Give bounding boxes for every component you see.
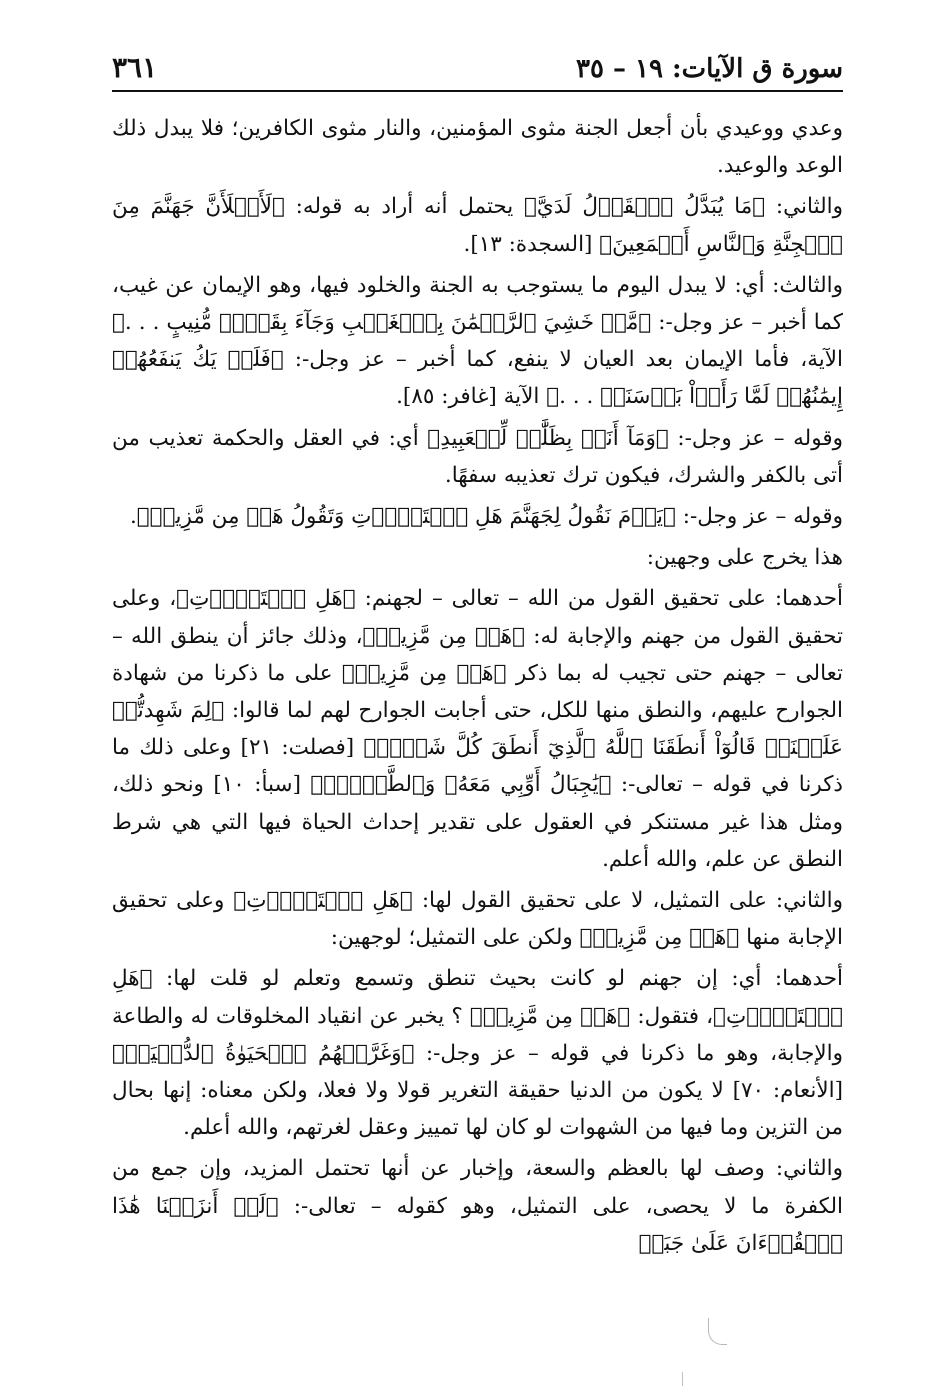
running-head <box>112 0 843 92</box>
paragraph-3: والثالث: أي: لا يبدل اليوم ما يستوجب به الجنة والخلود فيها، وهو الإيمان عن غيب، كما أخبر – عز وجل-: ﴿مَّنۡ خَشِيَ ٱلرَّحۡمَٰنَ بِٱلۡغَيۡبِ وَجَآءَ بِقَلۡبٖ مُّنِيبٍ . . .﴾ الآية، فأما الإيمان بعد العيان لا ينفع، كما أخبر – عز وجل-: ﴿فَلَمۡ يَكُ يَنفَعُهُمۡ إِيمَٰنُهُمۡ لَمَّا رَأَوۡاْ بَأۡسَنَاۖ . . .﴾ الآية [غافر: ٨٥]. <box>112 272 843 410</box>
paragraph-8: والثاني: على التمثيل، لا على تحقيق القول لها: ﴿هَلِ ٱمۡتَلَأۡتِ﴾ وعلى تحقيق الإجابة منها ﴿هَلۡ مِن مَّزِيدٖ﴾ ولكن على التمثيل؛ لوجهين: <box>112 888 843 951</box>
paragraph-6: هذا يخرج على وجهين: <box>646 545 843 571</box>
paragraph-9: أحدهما: أي: إن جهنم لو كانت بحيث تنطق وتسمع وتعلم لو قلت لها: ﴿هَلِ ٱمۡتَلَأۡتِ﴾، فتقول: ﴿هَلۡ مِن مَّزِيدٖ﴾ ؟ يخبر عن انقياد المخلوقات له والطاعة والإجابة، وهو ما ذكرنا في قوله – عز وجل-: ﴿وَغَرَّتۡهُمُ ٱلۡحَيَوٰةُ ٱلدُّنۡيَاۚ﴾ [الأنعام: ٧٠] لا يكون من الدنيا حقيقة التغرير قولا ولا فعلا، ولكن معناه: إنها بحال من التزين وما فيها من الشهوات لو كان لها تمييز وعقل لغرتهم، والله أعلم. <box>112 966 844 1141</box>
paragraph-7: أحدهما: على تحقيق القول من الله – تعالى – لجهنم: ﴿هَلِ ٱمۡتَلَأۡتِ﴾، وعلى تحقيق القول من جهنم والإجابة له: ﴿هَلۡ مِن مَّزِيدٖ﴾، وذلك جائز أن ينطق الله – تعالى – جهنم حتى تجيب له بما ذكر ﴿هَلۡ مِن مَّزِيدٖ﴾ على ما ذكرنا من شهادة الجوارح عليهم، والنطق منها للكل، حتى أجابت الجوارح لهم لما قالوا: ﴿لِمَ شَهِدتُّمۡ عَلَيۡنَاۖ قَالُوٓاْ أَنطَقَنَا ٱللَّهُ ٱلَّذِيٓ أَنطَقَ كُلَّ شَيۡءٖ﴾ [فصلت: ٢١] وعلى ذلك ما ذكرنا في قوله – تعالى-: ﴿يَٰجِبَالُ أَوِّبِي مَعَهُۥ وَٱلطَّيۡرَۖ﴾ [سبأ: ١٠] ونحو ذلك، ومثل هذا غير مستنكر في العقول على تقدير إحداث الحياة فيها التي هي شرط النطق عن علم، والله أعلم. <box>112 586 844 872</box>
pencil-mark <box>708 1318 727 1345</box>
paragraph-10: والثاني: وصف لها بالعظم والسعة، وإخبار عن أنها تحتمل المزيد، وإن جمع من الكفرة ما لا يحصى، على التمثيل، وهو كقوله – تعالى-: ﴿لَوۡ أَنزَلۡنَا هَٰذَا ٱلۡقُرۡءَانَ عَلَىٰ جَبَلٖ <box>112 1156 843 1256</box>
paragraph-4: وقوله – عز وجل-: ﴿وَمَآ أَنَا۠ بِظَلَّٰمٖ لِّلۡعَبِيدِ﴾ أي: في العقل والحكمة تعذيب من أتى بالكفر والشرك، فيكون ترك تعذيبه سفهًا. <box>112 425 843 488</box>
pencil-mark-small <box>682 1372 691 1386</box>
paragraph-1: وعدي ووعيدي بأن أجعل الجنة مثوى المؤمنين، والنار مثوى الكافرين؛ فلا يبدل ذلك الوعد والوعيد. <box>112 116 843 179</box>
paragraph-5: وقوله – عز وجل-: ﴿يَوۡمَ نَقُولُ لِجَهَنَّمَ هَلِ ٱمۡتَلَأۡتِ وَتَقُولُ هَلۡ مِن مَّزِيدٖ﴾. <box>129 504 843 530</box>
sura-title: سورة ق الآيات: ١٩ – ٣٥ <box>576 54 843 84</box>
page-number: ٣٦١ <box>112 51 158 84</box>
body-text <box>112 110 843 1262</box>
paragraph-2: والثاني: ﴿مَا يُبَدَّلُ ٱلۡقَوۡلُ لَدَيَّ﴾ يحتمل أنه أراد به قوله: ﴿لَأَمۡلَأَنَّ جَهَنَّمَ مِنَ ٱلۡجِنَّةِ وَٱلنَّاسِ أَجۡمَعِينَ﴾ [السجدة: ١٣]. <box>112 194 843 257</box>
